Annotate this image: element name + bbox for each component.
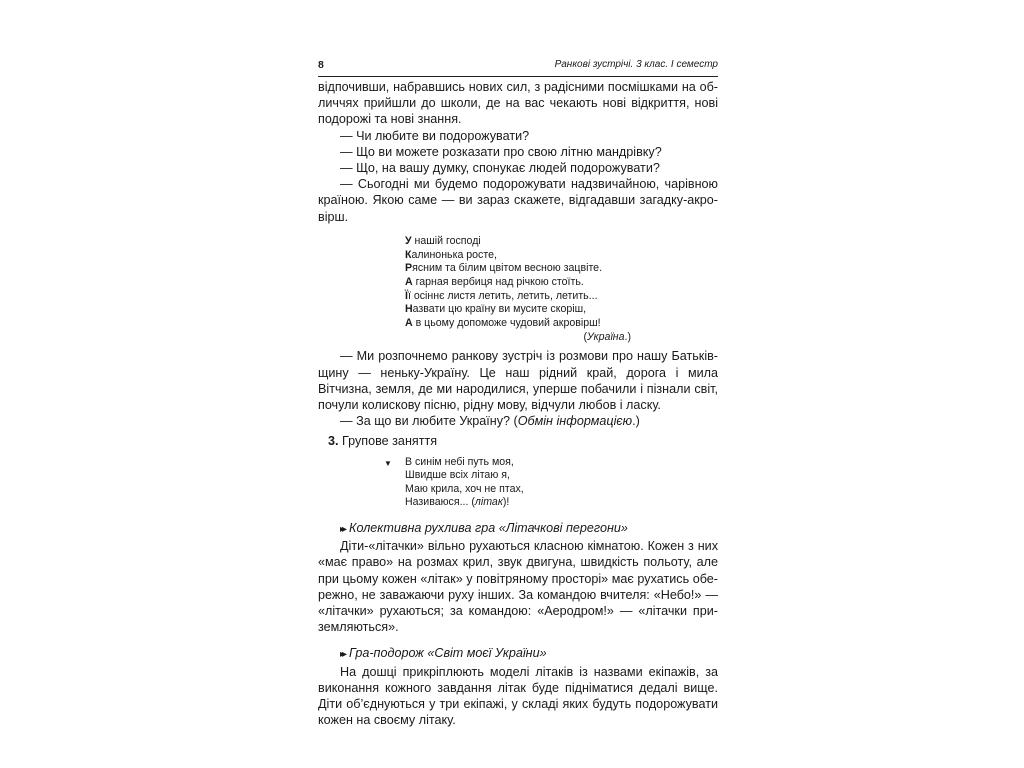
riddle-line: Швидше всіх літаю я, xyxy=(405,469,510,482)
riddle-poem xyxy=(384,456,718,510)
poem-line: А гарная вербиця над річкою стоїть. xyxy=(405,275,584,288)
running-title: Ранкові зустрічі. 3 клас. І семестр xyxy=(554,59,718,70)
poem-line: Назвати цю країну ви мусите скоріш, xyxy=(405,303,587,316)
conversation-question: — За що ви любите Україну? (Обмін інформацією.) xyxy=(340,414,640,429)
game-2-description: На дошці прикріплюють моделі літаків із назвами екіпажів, за виконання кожного завдання літак буде підніматися дедалі вище. Діти об’єднуються у три екіпажі, у складі яких будуть подорожувати кожен на своєму літаку. xyxy=(318,664,718,728)
poem-line: Рясним та білим цвітом весною зацвіте. xyxy=(405,262,603,275)
double-arrow-icon: ▸▸ xyxy=(340,649,345,661)
triangle-down-icon: ▼ xyxy=(384,458,392,468)
game-1-heading: ▸▸ Колективна рухлива гра «Літачкові перегони» xyxy=(318,520,718,538)
page-number: 8 xyxy=(318,59,324,71)
page-body xyxy=(318,79,718,728)
riddle-line: В синім небі путь моя, xyxy=(405,455,514,468)
game-1-description: Діти-«літачки» вільно рухаються класною кімнатою. Кожен з них «має право» на розмах крил, звук двигуна, швидкість польоту, але при цьому кожен «літак» у повітряному просторі» має рухатись обе-режно, не заважаючи руху інших. За командою вчителя: «Небо!» — «літачки» рухаються; за командою: «Аеродром!» — «літачки при-земляються». xyxy=(318,539,718,635)
running-header xyxy=(318,58,718,77)
book-page xyxy=(318,0,718,768)
intro-paragraph: відпочивши, набравшись нових сил, з радісними посмішками на об-личчях прийшли до школи, де на вас чекають нові відкриття, нові подорожі та нові знання. xyxy=(318,80,718,127)
acrostic-poem xyxy=(405,235,631,345)
section-heading: 3. Групове заняття xyxy=(328,434,438,449)
game-2-heading: ▸▸ Гра-подорож «Світ моєї України» xyxy=(318,645,718,663)
intro-paragraph-2: — Сьогодні ми будемо подорожувати надзвичайною, чарівною країною. Якою саме — ви зараз скажете, відгадавши загадку-акро-вірш. xyxy=(318,177,718,224)
poem-line: Її осіннє листя летить, летить, летить... xyxy=(405,289,598,302)
poem-line: А в цьому допоможе чудовий акровірш! xyxy=(405,317,601,330)
riddle-line: Називаюся... (літак)! xyxy=(405,496,510,509)
poem-line: У нашій господі xyxy=(405,234,481,247)
poem-line: Калинонька росте, xyxy=(405,248,497,261)
riddle-line: Маю крила, хоч не птах, xyxy=(405,482,524,495)
question-1: — Чи любите ви подорожувати? xyxy=(340,128,530,143)
double-arrow-icon: ▸▸ xyxy=(340,524,345,536)
question-2: — Що ви можете розказати про свою літню мандрівку? xyxy=(340,144,662,159)
conversation-paragraph: — Ми розпочнемо ранкову зустріч із розмови про нашу Батьків-щину — неньку-Україну. Це наш рідний край, дорога і мила Вітчизна, земля, де ми народилися, уперше побачили і пізнали світ, почули колискову пісню, рідну мову, відчули любов і ласку. xyxy=(318,349,718,413)
poem-answer: (Україна.) xyxy=(583,330,631,343)
question-3: — Що, на вашу думку, спонукає людей подорожувати? xyxy=(340,161,660,176)
